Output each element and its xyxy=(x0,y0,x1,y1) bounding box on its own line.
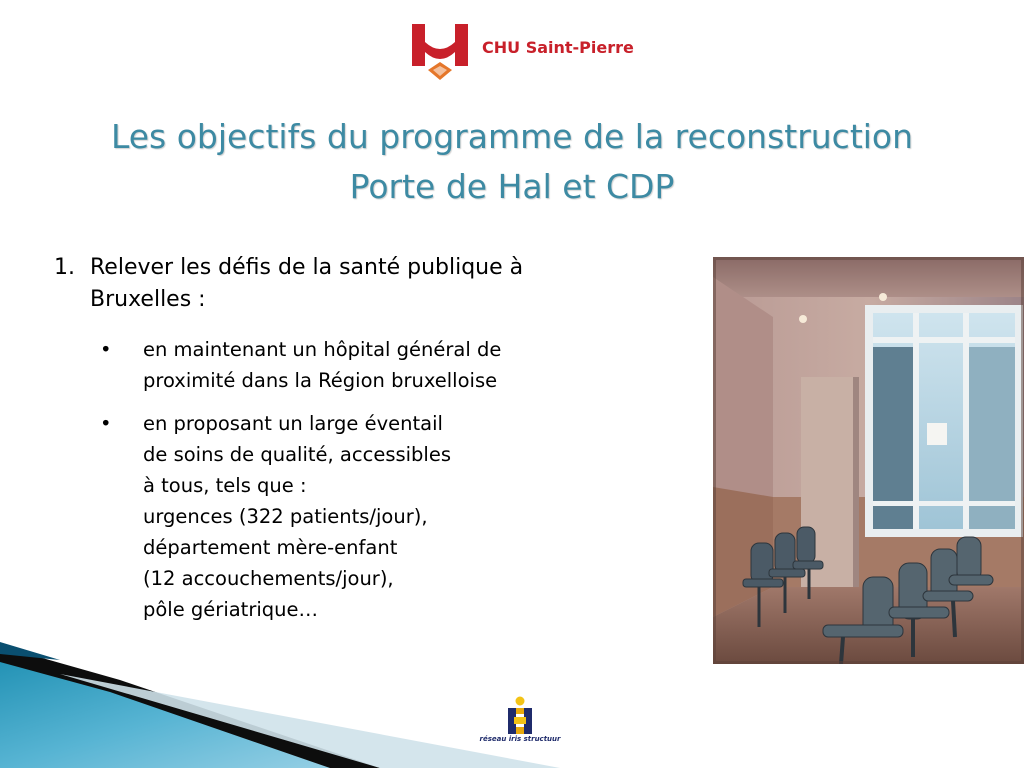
bullet-line: (12 accouchements/jour), xyxy=(143,567,394,590)
bullet-line: en proposant un large éventail xyxy=(143,412,443,435)
point-heading-line: Relever les défis de la santé publique à xyxy=(90,255,524,280)
chu-logo-text: CHU Saint-Pierre xyxy=(482,38,634,57)
iris-logo-text: réseau iris structuur xyxy=(479,735,561,743)
bullet-line: proximité dans la Région bruxelloise xyxy=(143,369,498,392)
bullet-line: urgences (322 patients/jour), xyxy=(143,505,428,528)
point-heading-line: Bruxelles : xyxy=(90,287,206,312)
waiting-room-image xyxy=(713,257,1024,664)
bullet-line: département mère-enfant xyxy=(143,536,398,559)
title-line-1: Les objectifs du programme de la reconstruction xyxy=(110,117,914,156)
chu-saint-pierre-logo xyxy=(410,22,634,82)
slide-title xyxy=(20,112,1004,212)
iris-logo-icon xyxy=(500,696,540,736)
title-line-2: Porte de Hal et CDP xyxy=(349,167,675,206)
bullet-icon: • xyxy=(100,338,112,361)
bullet-item xyxy=(100,408,620,625)
bullet-line: de soins de qualité, accessibles xyxy=(143,443,452,466)
bullet-line: en maintenant un hôpital général de xyxy=(143,338,502,361)
bullet-item xyxy=(100,334,620,396)
bullet-icon: • xyxy=(100,412,112,435)
chu-logo-emblem-icon xyxy=(410,22,470,82)
point-heading xyxy=(90,252,650,316)
point-number: 1. xyxy=(54,255,75,280)
bullet-line: pôle gériatrique… xyxy=(143,598,318,621)
bullet-list xyxy=(100,334,620,637)
reseau-iris-logo xyxy=(478,696,562,748)
waiting-room-photo xyxy=(713,257,1024,664)
bullet-line: à tous, tels que : xyxy=(143,474,307,497)
